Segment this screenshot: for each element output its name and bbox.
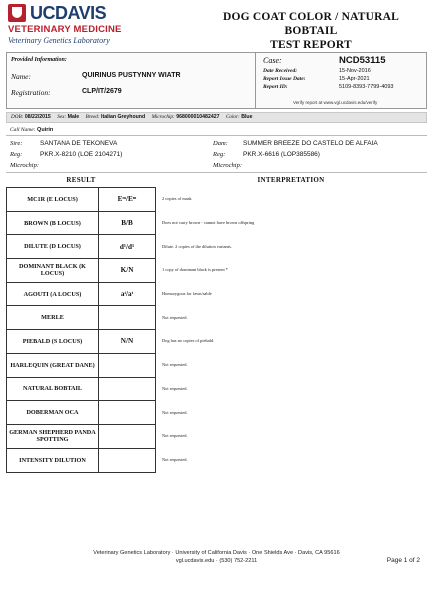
result-row [7,259,155,283]
provided-info [7,53,256,108]
genotype-value: d¹/d¹ [119,242,135,251]
verify-link[interactable]: Verify report at www.vgl.ucdavis.edu/verify [293,100,378,105]
call-name-label: Call Name: [10,127,36,133]
result-row [7,401,155,425]
footer-address: Veterinary Genetics Laboratory · University of California Davis · One Shields Ave · Davis, CA 95616 [93,550,340,556]
genotype-value: B/B [121,219,133,228]
parents-section [6,138,427,173]
locus-name: INTENSITY DILUTION [7,449,99,473]
case-info [257,53,427,108]
genotype-value: aᵗ/aᵗ [120,290,134,299]
result-row [7,449,155,473]
microchip-value: 968000010482427 [176,114,220,120]
footer-contact: vgl.ucdavis.edu · (530) 752-2211 [175,558,258,564]
report-title-line1: DOG COAT COLOR / NATURAL BOBTAIL [222,11,400,37]
report-title-line2: TEST REPORT [270,39,352,51]
report-footer [0,549,433,565]
interpretation-column [162,187,427,471]
locus-name: GERMAN SHEPHERD PANDA SPOTTING [7,425,99,448]
genotype-value [99,401,155,424]
locus-name: PIEBALD (S LOCUS) [7,330,99,353]
interpretation-text: Not requested. [162,456,188,462]
interpretation-text: 2 copies of mask [162,196,192,202]
dam-reg-value: PKR.X-6616 (LOP385586) [243,151,320,158]
locus-name: HARLEQUIN (GREAT DANE) [7,354,99,377]
sire-reg-label: Reg: [10,151,23,158]
locus-name: DOMINANT BLACK (K LOCUS) [7,259,99,282]
provided-info-box [6,52,427,109]
dam-microchip-row [213,161,243,171]
date-received-value: 15-Nov-2016 [339,68,371,74]
dam-row [213,139,378,149]
sire-reg-value: PKR.X-8210 (LOE 2104271) [40,151,123,158]
result-heading: RESULT [66,176,96,184]
name-value: QUIRINUS PUSTYNNY WIATR [82,72,181,79]
interpretation-text: 1 copy of dominant black is present * [162,267,228,273]
interpretation-text: Homozygous for fawn/sable [162,291,212,297]
result-row [7,378,155,402]
logo-wordmark: UCDAVIS [30,3,107,23]
genotype-value: K/N [120,266,134,275]
breed-label: Breed: [85,114,100,120]
logo-lab: Veterinary Genetics Laboratory [8,36,110,45]
sex-value: Male [67,114,80,120]
color-value: Blue [241,114,253,120]
locus-name: MC1R (E LOCUS) [7,188,99,211]
dam-reg-label: Reg: [213,151,226,158]
dam-reg-row [213,150,320,160]
result-row [7,212,155,236]
result-row [7,283,155,307]
genotype-value [99,449,155,473]
registration-value: CLP/IT/2679 [82,88,122,95]
report-issue-value: 15-Apr-2021 [339,76,370,82]
genotype-value: N/N [120,337,134,346]
interpretation-text: Dilute. 2 copies of the dilution variants. [162,243,232,249]
case-label: Case: [263,56,282,65]
result-row [7,235,155,259]
locus-name: NATURAL BOBTAIL [7,378,99,401]
genotype-value [99,306,155,329]
breed-value: Italian Greyhound [101,114,146,120]
report-header [0,0,433,52]
report-title [196,10,426,52]
ucdavis-seal-icon [8,4,26,22]
dam-microchip-label: Microchip: [213,162,242,169]
result-row [7,330,155,354]
interpretation-text: Not requested. [162,314,188,320]
color-label: Color: [225,114,240,120]
interpretation-text: Not requested. [162,409,188,415]
sex-label: Sex: [57,114,67,120]
name-label: Name: [11,72,31,81]
result-row [7,354,155,378]
result-table [6,187,156,473]
provided-heading: Provided Information: [11,57,67,63]
dob-label: DOB: [11,114,24,120]
interpretation-text: Not requested. [162,362,188,368]
interpretation-text: Not requested. [162,433,188,439]
locus-name: AGOUTI (A LOCUS) [7,283,99,306]
interpretation-text: Dog has no copies of piebald. [162,338,215,344]
locus-name: DOBERMAN OCA [7,401,99,424]
dob-value: 08/22/2015 [24,114,51,120]
genotype-value [99,378,155,401]
genotype-value [99,425,155,448]
interpretation-text: Not requested. [162,385,188,391]
dog-info-bar [6,112,427,123]
dam-value: SUMMER BREEZE DO CASTELO DE ALFAIA [243,140,378,147]
case-number: NCD53115 [339,55,386,66]
genotype-value [99,354,155,377]
result-row [7,425,155,449]
report-issue-label: Report Issue Date: [263,76,306,82]
sire-reg-row [10,150,122,160]
ucdavis-logo [8,4,168,48]
call-name-row [6,125,427,136]
page-number: Page 1 of 2 [386,557,420,564]
sire-microchip-row [10,161,40,171]
result-row [7,306,155,330]
interpretation-heading: INTERPRETATION [257,176,325,184]
microchip-label: Microchip: [151,114,175,120]
locus-name: MERLE [7,306,99,329]
sire-microchip-label: Microchip: [10,162,39,169]
locus-name: DILUTE (D LOCUS) [7,235,99,258]
sire-label: Sire: [10,140,23,147]
logo-school: VETERINARY MEDICINE [8,24,122,35]
sire-row [10,139,117,149]
interpretation-text: Does not carry brown - cannot have brown offspring [162,220,255,226]
report-id-value: 5109-8393-7799-4093 [339,84,394,90]
result-row [7,188,155,212]
locus-name: BROWN (B LOCUS) [7,212,99,235]
dam-label: Dam: [213,140,228,147]
registration-label: Registration: [11,88,51,97]
date-received-label: Date Received: [263,68,298,74]
report-id-label: Report ID: [263,84,288,90]
call-name-value: Quirin [37,127,54,133]
genotype-value: Eᵐ/Eᵐ [117,195,137,204]
sire-value: SANTANA DE TEKONEVA [40,140,118,147]
